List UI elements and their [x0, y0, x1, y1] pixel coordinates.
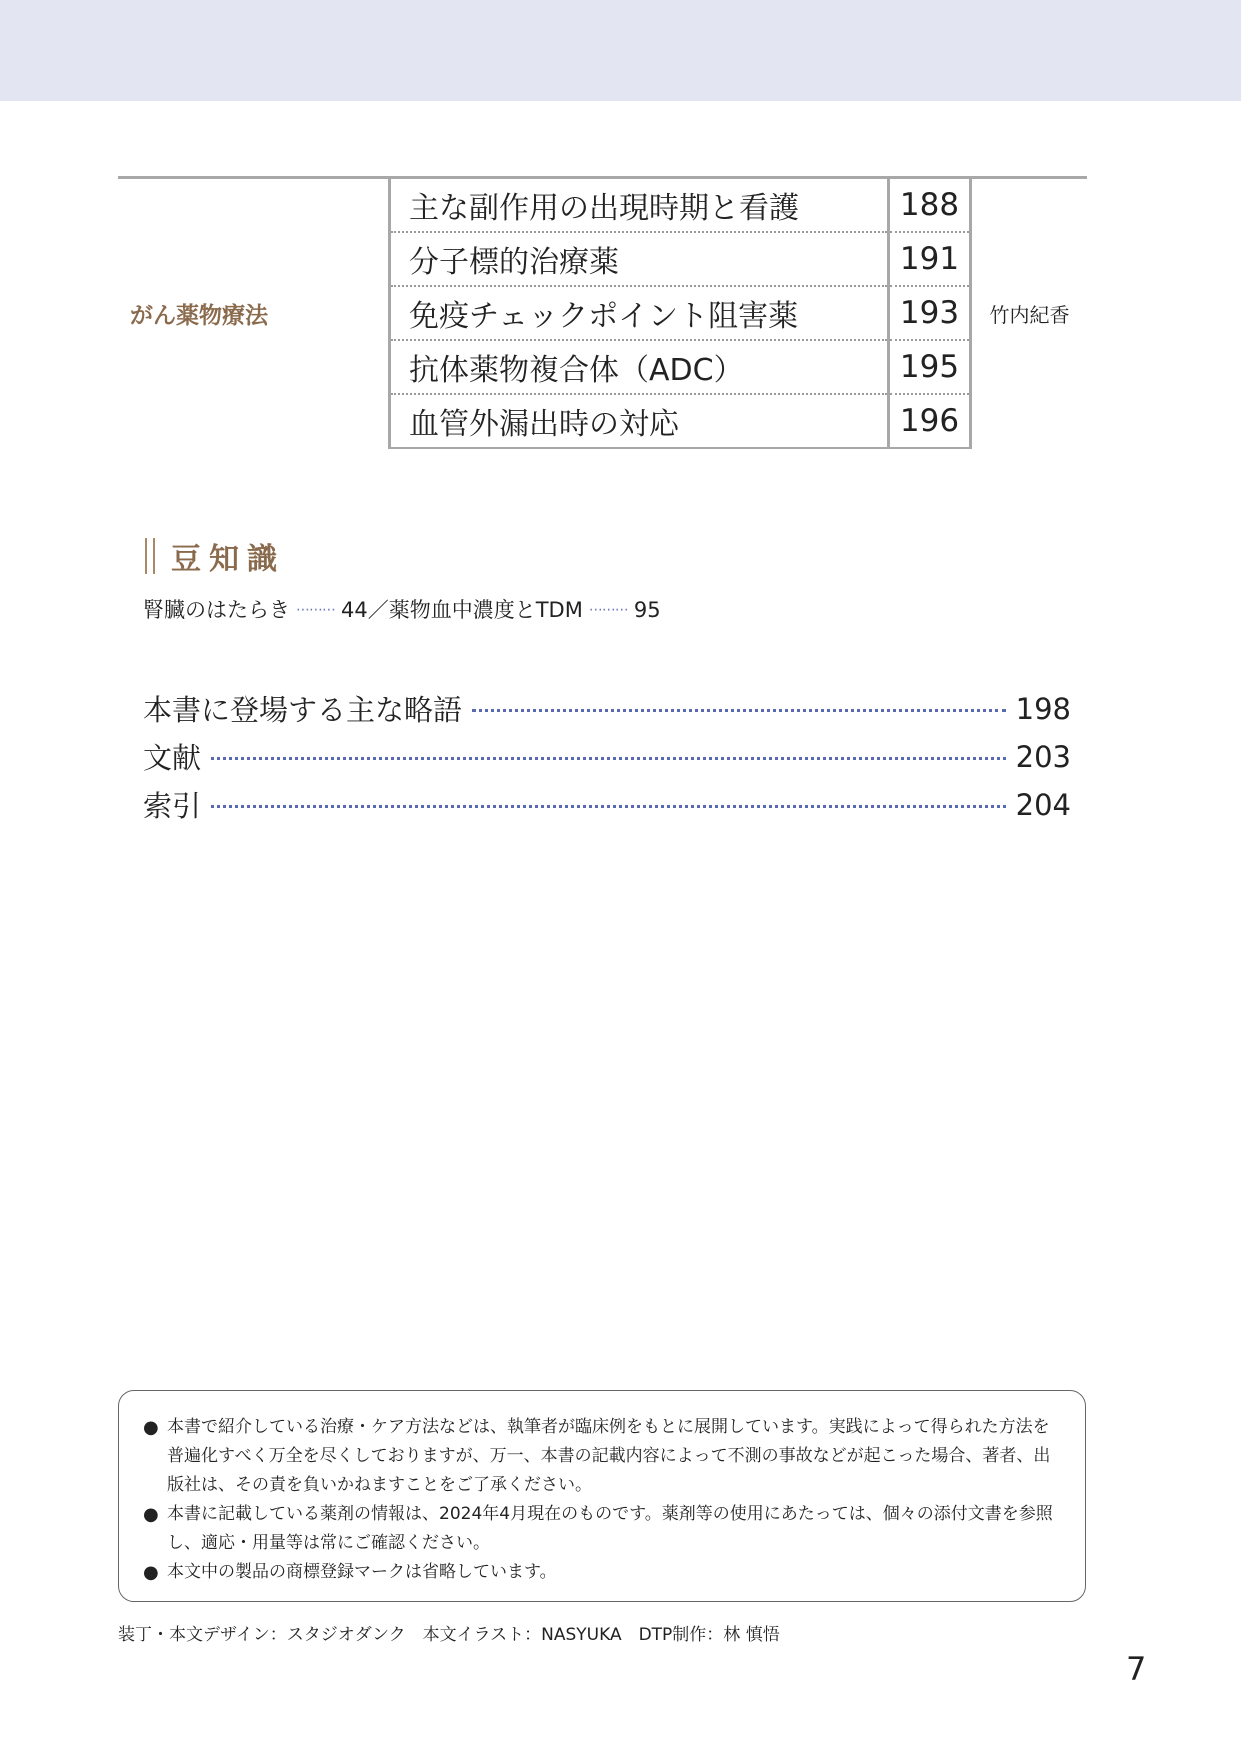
toc-item-page: 195: [889, 340, 971, 394]
notes-box: [118, 1390, 1086, 1602]
mame-item-page: 44: [341, 598, 368, 622]
toc-item-page: 196: [889, 394, 971, 448]
entry-page: 198: [1015, 691, 1071, 726]
entry-page: 204: [1015, 787, 1071, 822]
top-color-band: [0, 0, 1241, 101]
note-item: [143, 1500, 1061, 1558]
toc-row[interactable]: [118, 178, 1087, 233]
bullet-icon: ●: [143, 1504, 159, 1525]
back-matter-entry[interactable]: [143, 688, 1071, 729]
dotted-leader: [211, 757, 1006, 760]
toc-item-title[interactable]: 分子標的治療薬: [390, 232, 889, 286]
double-bar-icon: [145, 538, 155, 574]
toc-item-title[interactable]: 主な副作用の出現時期と看護: [390, 178, 889, 233]
credits-line: 装丁・本文デザイン：スタジオダンク 本文イラスト：NASYUKA DTP制作：林 慎悟: [118, 1625, 780, 1645]
note-text: 本書に記載している薬剤の情報は、2024年4月現在のものです。薬剤等の使用にあたっては、個々の添付文書を参照し、適応・用量等は常にご確認ください。: [167, 1504, 1053, 1553]
leader-dots: ⋯⋯⋯: [588, 602, 628, 618]
dotted-leader: [472, 709, 1006, 712]
note-text: 本書で紹介している治療・ケア方法などは、執筆者が臨床例をもとに展開しています。実践によって得られた方法を普遍化すべく万全を尽くしておりますが、万一、本書の記載内容によって不測の事故などが起こった場合、著者、出版社は、その責を負いかねますことをご了承ください。: [167, 1417, 1051, 1495]
toc-item-title[interactable]: 免疫チェックポイント阻害薬: [390, 286, 889, 340]
note-item: [143, 1558, 1061, 1587]
entry-title[interactable]: 本書に登場する主な略語: [143, 693, 463, 727]
back-matter-entry[interactable]: [143, 784, 1071, 825]
entry-title[interactable]: 文献: [143, 741, 202, 775]
mame-item-title[interactable]: 腎臓のはたらき: [143, 598, 290, 622]
back-matter-entry[interactable]: [143, 736, 1071, 777]
toc-category: がん薬物療法: [118, 178, 390, 449]
toc-item-page: 191: [889, 232, 971, 286]
dotted-leader: [211, 805, 1006, 808]
entry-title[interactable]: 索引: [143, 789, 202, 823]
leader-dots: ⋯⋯⋯: [296, 602, 335, 618]
mame-item-title[interactable]: 薬物血中濃度とTDM: [388, 598, 583, 622]
bullet-icon: ●: [143, 1562, 159, 1583]
separator: ／: [367, 598, 389, 622]
note-item: [143, 1413, 1061, 1500]
mame-chishiki-title: 豆知識: [171, 542, 285, 577]
note-text: 本文中の製品の商標登録マークは省略しています。: [167, 1562, 557, 1582]
mame-chishiki-heading: [145, 534, 285, 578]
toc-table: [118, 176, 1087, 449]
toc-item-title[interactable]: 血管外漏出時の対応: [390, 394, 889, 448]
mame-item-page: 95: [633, 598, 661, 622]
toc-author: 竹内紀香: [971, 178, 1088, 449]
entry-page: 203: [1015, 739, 1071, 774]
mame-chishiki-list: [143, 594, 661, 624]
page-number: 7: [1126, 1650, 1147, 1688]
toc-item-page: 193: [889, 286, 971, 340]
toc-item-title[interactable]: 抗体薬物複合体（ADC）: [390, 340, 889, 394]
bullet-icon: ●: [143, 1417, 159, 1438]
toc-item-page: 188: [889, 178, 971, 233]
